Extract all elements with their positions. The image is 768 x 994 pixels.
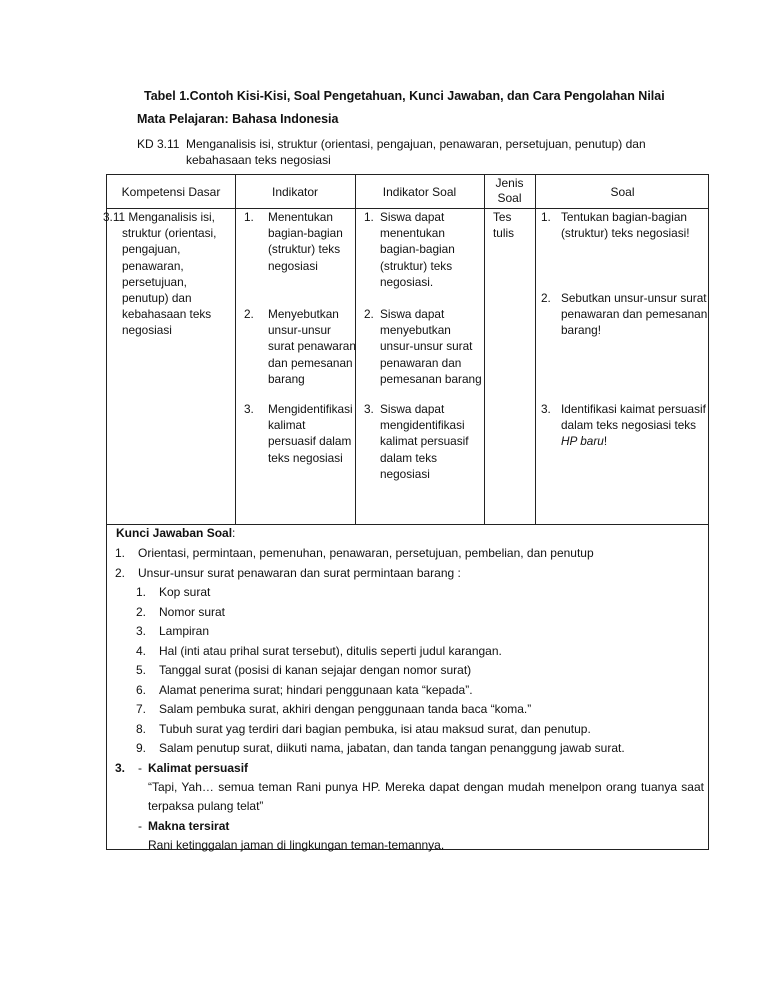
kunci-label: Kunci Jawaban Soal	[116, 526, 233, 540]
header-indikator-soal: Indikator Soal	[382, 185, 457, 199]
kunci-colon: :	[232, 526, 236, 540]
subitem-number: 8.	[136, 722, 147, 736]
soal-line: (struktur) teks negosiasi!	[561, 226, 690, 241]
item-number: 2.	[364, 307, 374, 321]
persuasif-quote-line-1: “Tapi, Yah… semua teman Rani punya HP. Mereka dapat dengan mudah menelpon orang tuanya saat	[148, 780, 704, 794]
soal-line	[561, 433, 706, 449]
indikator-item-2	[244, 306, 356, 387]
subitem-text: Salam pembuka surat, akhiri dengan penggunaan tanda baca “koma.”	[159, 702, 532, 716]
indikator-line: Menentukan	[268, 210, 333, 224]
indikator-soal-line: unsur-unsur surat	[380, 339, 473, 354]
indikator-line: kalimat	[268, 418, 306, 433]
indikator-line: teks negosiasi	[268, 450, 343, 465]
dash: -	[138, 761, 142, 775]
subitem-number: 9.	[136, 741, 147, 755]
soal-line: Sebutkan unsur-unsur surat	[561, 291, 707, 305]
persuasif-quote-line-2: terpaksa pulang telat”	[148, 799, 264, 813]
subitem-number: 4.	[136, 644, 147, 658]
column-divider	[484, 175, 485, 525]
indikator-line: unsur-unsur	[268, 323, 331, 338]
subitem-text: Tanggal surat (posisi di kanan sejajar dengan nomor surat)	[159, 663, 472, 677]
subitem-number: 3.	[136, 624, 147, 638]
soal-line: barang!	[561, 323, 602, 338]
indikator-line: persuasif dalam	[268, 434, 352, 449]
subitem-number: 2.	[136, 605, 147, 619]
indikator-soal-line: menentukan	[380, 226, 445, 241]
kd-text	[186, 136, 706, 168]
header-soal: Soal	[610, 185, 635, 199]
kd-line: 3.11 Menganalisis isi,	[103, 210, 215, 224]
subitem-number: 5.	[136, 663, 147, 677]
subitem-text: Kop surat	[159, 585, 211, 599]
soal-tail: !	[603, 434, 608, 449]
soal-line: Identifikasi kaimat persuasif	[561, 402, 706, 416]
header-indikator: Indikator	[271, 185, 319, 199]
kd-line: penutup) dan	[122, 291, 192, 306]
subitem-text: Tubuh surat yag terdiri dari bagian pembuka, isi atau maksud surat, dan penutup.	[159, 722, 591, 736]
indikator-line: dan pemesanan	[268, 355, 353, 370]
table-title: Tabel 1.Contoh Kisi-Kisi, Soal Pengetahuan, Kunci Jawaban, dan Cara Pengolahan Nilai	[144, 89, 665, 103]
soal-line: dalam teks negosiasi teks	[561, 418, 697, 433]
kunci-item-2-number: 2.	[115, 566, 126, 580]
subitem-text: Lampiran	[159, 624, 210, 638]
kd-line: struktur (orientasi,	[122, 226, 217, 241]
kd-line: persetujuan,	[122, 274, 187, 289]
item-number: 1.	[244, 210, 254, 224]
indikator-soal-line: Siswa dapat	[380, 307, 445, 321]
subitem-number: 7.	[136, 702, 147, 716]
header-jenis-soal	[484, 176, 535, 206]
dash: -	[138, 819, 142, 833]
subitem-text: Alamat penerima surat; hindari penggunaan kata “kepada”.	[159, 683, 473, 697]
indikator-soal-line: (struktur) teks	[380, 258, 453, 273]
item-number: 3.	[364, 402, 374, 416]
indikator-line: (struktur) teks	[268, 242, 341, 257]
indikator-soal-line: negosiasi	[380, 466, 430, 481]
indikator-soal-line: menyebutkan	[380, 323, 451, 338]
kd-text-line-1: Menganalisis isi, struktur (orientasi, pengajuan, penawaran, persetujuan, penutup) dan	[186, 137, 646, 151]
header-jenis-soal-word: Soal	[497, 191, 522, 205]
subitem-number: 6.	[136, 683, 147, 697]
kd-line: negosiasi	[122, 323, 172, 338]
kd-line: penawaran,	[122, 258, 184, 273]
kd-code: KD 3.11	[137, 137, 180, 151]
indikator-soal-line: kalimat persuasif	[380, 434, 469, 449]
item-number: 2.	[244, 307, 254, 321]
indikator-line: bagian-bagian	[268, 226, 343, 241]
subitem-text: Nomor surat	[159, 605, 226, 619]
indikator-soal-item-2	[364, 306, 482, 387]
kd-text-line-2: kebahasaan teks negosiasi	[186, 153, 331, 167]
soal-item-1	[541, 209, 690, 241]
subitem-text: Salam penutup surat, diikuti nama, jabatan, dan tanda tangan penanggung jawab surat.	[159, 741, 625, 755]
kisi-kisi-table	[103, 174, 709, 852]
indikator-item-1	[244, 209, 343, 274]
jenis-line: Tes	[493, 210, 512, 224]
indikator-line: surat penawaran	[268, 339, 356, 354]
kunci-heading	[116, 525, 235, 541]
kunci-item-1-number: 1.	[115, 546, 126, 560]
indikator-line: negosiasi	[268, 258, 318, 273]
tersirat-label: Makna tersirat	[148, 819, 230, 833]
soal-line: Tentukan bagian-bagian	[561, 210, 687, 224]
indikator-soal-item-1	[364, 209, 455, 290]
jenis-soal-cell	[493, 209, 514, 241]
indikator-soal-line: dalam teks	[380, 450, 438, 465]
soal-line: penawaran dan pemesanan	[561, 307, 708, 322]
indikator-soal-line: penawaran dan	[380, 355, 462, 370]
item-number: 3.	[541, 402, 551, 416]
soal-item-2	[541, 290, 707, 339]
kunci-item-2: Unsur-unsur surat penawaran dan surat permintaan barang :	[138, 566, 461, 580]
kunci-item-1: Orientasi, permintaan, pemenuhan, penawaran, persetujuan, pembelian, dan penutup	[138, 546, 594, 560]
indikator-soal-line: Siswa dapat	[380, 402, 445, 416]
indikator-soal-line: negosiasi.	[380, 274, 434, 289]
indikator-soal-item-3	[364, 401, 469, 482]
kd-line: kebahasaan teks	[122, 307, 212, 322]
kompetensi-dasar-cell	[103, 209, 216, 339]
persuasif-label: Kalimat persuasif	[148, 761, 249, 775]
indikator-line: Mengidentifikasi	[268, 402, 353, 416]
soal-italic-text: HP baru	[561, 434, 604, 449]
kunci-item-3-number: 3.	[115, 761, 126, 775]
item-number: 1.	[364, 210, 374, 224]
subject-label: Mata Pelajaran: Bahasa Indonesia	[137, 112, 339, 126]
column-divider	[535, 175, 536, 525]
item-number: 3.	[244, 402, 254, 416]
soal-item-3	[541, 401, 706, 450]
indikator-line: barang	[268, 371, 305, 386]
column-divider	[235, 175, 236, 525]
tersirat-text: Rani ketinggalan jaman di lingkungan teman-temannya.	[148, 838, 445, 852]
item-number: 1.	[541, 210, 551, 224]
header-jenis: Jenis	[495, 176, 524, 190]
subitem-text: Hal (inti atau prihal surat tersebut), ditulis seperti judul karangan.	[159, 644, 502, 658]
indikator-soal-line: pemesanan barang	[380, 371, 482, 386]
indikator-line: Menyebutkan	[268, 307, 339, 321]
indikator-soal-line: bagian-bagian	[380, 242, 455, 257]
jenis-line: tulis	[493, 226, 514, 241]
indikator-soal-line: Siswa dapat	[380, 210, 445, 224]
kd-line: pengajuan,	[122, 242, 181, 257]
subitem-number: 1.	[136, 585, 147, 599]
item-number: 2.	[541, 291, 551, 305]
header-kompetensi-dasar: Kompetensi Dasar	[121, 185, 221, 199]
indikator-item-3	[244, 401, 353, 466]
indikator-soal-line: mengidentifikasi	[380, 418, 465, 433]
